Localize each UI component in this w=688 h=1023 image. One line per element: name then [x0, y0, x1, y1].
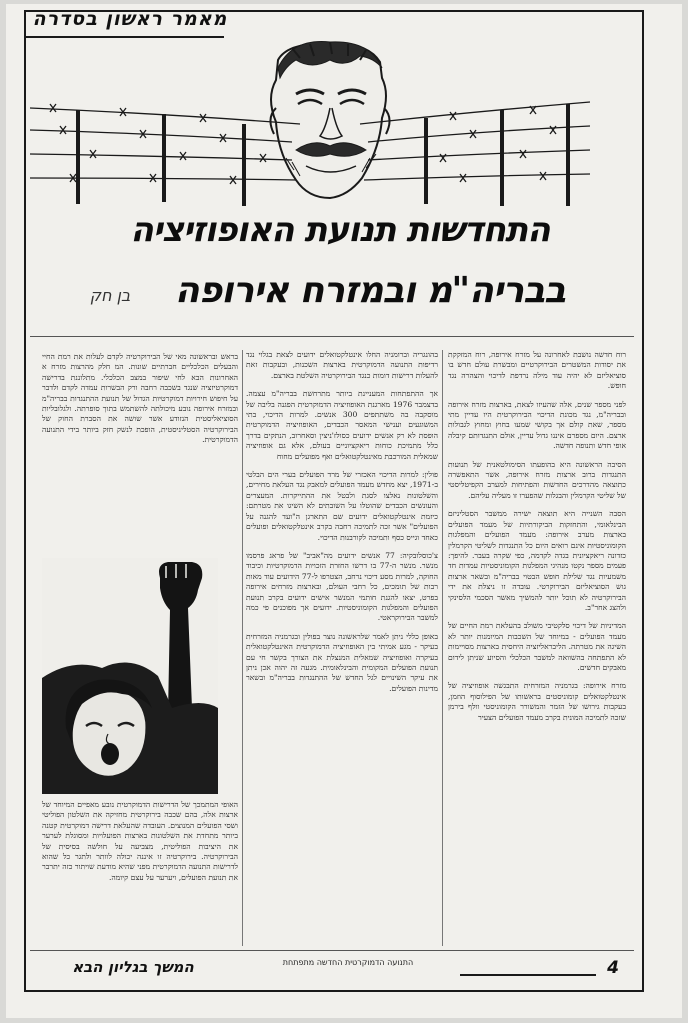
- footer-caption: התנועה הדמוקרטית החדשה מתפתחת: [282, 958, 414, 967]
- paragraph: אך ההתפתחות המעניינת ביותר מתרחשת בבריה"מ עצמה. בדצמבר 1976 מארגנת האופוזיציה הדמוקרטית הפגנה בליבה של מוסקבה בה משתתפים 300 אנשים. למרות הדיכוי, בתי המשוגעים וענישי המאסר הכבדים, האופוזיציה הדמוקרטית הופסת לא רק אנשים ידועים כסולז'ניצין וסאחרוב, הנתקים בדרך כלל מתמיכת כוחות ריאקציוניים בעולם, אלא גם אופוזיציה שמאלית המורכבת מאינטלקטואלים ואף מפועלים מחוח: [246, 389, 438, 461]
- paragraph: בהונגריה וברומניה החלו אינטלקטואלים ידועים לצאת בגלוי נגד רדיפות התנועה הדמוקרטית בארצות השכנות, ובעקבות זאת להעלות דרישות דומות כנגד הבירוקרטיה השלטת בארצם.: [246, 350, 438, 380]
- paragraph: רוח חדשה נושבת לאחרונה על מזרח אירופה, רוח המזקקת את יסודות המשטרים הבירוקרטיים ומבשרת עולם חדש בו סוציאליזם לא יהיה עוד מילה נרדפת לדיכוי והצהרה נגד חופש.: [448, 350, 626, 391]
- author-byline: בן חק: [89, 286, 131, 305]
- headline-line-2: בבריה"מ ובמזרח אירופה: [174, 270, 566, 311]
- raised-fist-photo: [42, 558, 218, 794]
- column-divider: [442, 350, 443, 946]
- section-title: מאמר ראשון בסדרה: [32, 8, 228, 30]
- paragraph: פולין: למרות הדיכוי האכזרי של מרד הפועלים בערי הים הבלטי ב-1971, יצא מחדש מעמד הפועלים למאבק נגד העלאת מחירים, והשלטונות נאלצו לסגת ולבטל את ההתייקרות. המעצרים והעונשים הכבדים שהוטלו על השובתים לא השיגו את מטרתם: כיזמת אינטלקטואלים ידועים שם התארגן ה"ועד להגנה על הפועלים" אשר זכה לתמיכה רחבה בקרב אינטלקטואלים ופועלים כאחד וגייס כסף ותמיכה לקורבנות הדיכוי.: [246, 470, 438, 542]
- caricature-illustration: [30, 38, 590, 208]
- paragraph: הסיבה הראשונה היא בהופעתו הסימולטאנית של תנועות התנגדות ברוב ארצות מזרח אירופה, אשר התאפשרה כתוצאה מהדרכים החדשות והפתיחות למערב הקפיטליסטי של שליטי הקרמלין והבגלות שהפערו זו מעליה עליהם.: [448, 459, 626, 500]
- continued-notice: המשך בגליון הבא: [72, 958, 194, 976]
- page-number: 4: [607, 958, 619, 978]
- headline-divider: [30, 336, 634, 337]
- paragraph: צ'כוסלובקיה: 77 אנשים ידועים מה"אביב" של פראג פרסמו מנשר. מנשר ה-77 בו דרשו החזרת הזכויות הדמוקרטיות וכיבוד החוקה, למרות מסע דיכוי נרחב, הצטרפו ל-77 הידועים עוד מאות רבות של תומכים, כל רחבי העולם, ובארצות מזרחים אירופה בפרט, יצאו להגנת חותמי המנשר אישים ידועים בקרב תנועת הפועלים והמפלגות הקומוניסטיות. ידועים אך מפוכנים פי כמה למשבר הבירוקראטי.: [246, 550, 439, 623]
- paragraph: לפני מספר שנים, אלה שהעיזו לצאת, בארצות מזרח אירופה ובבריה"מ, נגד מכונת הדיכוי הבירוקרטית היו עדיין מתי מספר, שאת קולם אך בקושי שמעו בחוץ ומחוץ לגבולות ארצם. היום מספרם איננו גדול עדיין, אולם התנגדותם קיבלה אופי חדש ותנופה חדשה.: [448, 399, 626, 451]
- footer-line: [460, 974, 596, 976]
- article-column-3: [42, 352, 238, 454]
- article-column-3-continued: [42, 800, 238, 891]
- article-column-1: [448, 350, 626, 731]
- paragraph: המדיניות של דיכוי סלקטיבי משולב בהעלאת רמת החיים של מעמד הפועלים - במיוחד של השכבות המיומנות יותר לא השיגה את מטרתה. הליבראליזציה היחסית בארצות מסויימות לא התפתחה בהשוואה למשבר הכלכלי והסיוע שניתן לידום מאבקים חדשים.: [448, 621, 626, 672]
- paragraph: האופי המתמכך של הדרישות הדמוקרטית נובע מאפיים המיוחד של ארצות אלה, בהם שכבה בירוקרטית מחזיקה את השלטון הפוליטי ושסי הפועלים המנוצים. העובדה שהעלאת דרישה דמוקרטית קטנה ביותר מתחדת את השלטונות בארצות הפועלויות ומסוגלת לערער את היציבות הפוליטית, מצביעה על חולשה בסיסית של הבירוקרטיה. בירוקרטיה זו איננה יכולה לוותר ולתגר כל שהוא לדרישות התנועה הדמוקרטית מפני שהיא מודעת שויתור כזה יתרבר את תנועת הפועלים, ויערער על עצם קיומה.: [42, 800, 238, 882]
- paragraph: הסבה השנייה היא תוצאה ישירה ממשבר הסטליניזם הבינלאומי, והתחזקות הביקורתיות של מעמד הפועלים בארצות מערב אירופה: מעמד הפועלים והמפלגות הקומוניסטיות אינם רואים היום כל התנגדות לשליטי הקרמלין כזדונה ריאקציונית בגדה לקדמה, כפי שקרה בעבר. להיפך: פעמים מספר נקטו מנהיגי המפלגות הקומוניסטיות עמדות חד משמעיות נגד שלילת חופש הבטוי בבריה"מ ובשאר ארצות גוש הסוציאליזם הבירוקרטי. עובדה זו ניצלת את ידי הבירוקרטיה לא תוכל יותר להמשיך מאשר הסכמי הלסינקי ולהצג אחר"ב.: [448, 509, 626, 612]
- headline-line-1: התחדשות תנועת האופוזיציה: [130, 210, 550, 250]
- column-divider: [242, 350, 243, 946]
- paragraph: בראש ובראשונה מאי של הבירוקרטיה לקדם לעלות את רמת החיי והבעלים הכלכליים חברתיים שונות. המ חלק מהרצות מזרח א האחרונות הבא לחי שיפור במצב הכלכלי. מתלוננת בדרישה דמוקרטיזציה שנגד בשכבה רחבה ורק הבשרות עמדה לקדם ולדבר על חיפוש חירויות דמוקרטיות הגדול של תנועת ההתנגדות בבריה"מ ובמזרח אירופה נובע מיכולתה להשתמש בתוך סופרתה. ולגלובליות הסוציאליסטית הנזודע אשר שושה את הסברת החוק של הבירוקרטיה הסטליניסטית, הופכת לנשק חזק ביותר בידי התנועה הדמוקרטית.: [42, 352, 238, 445]
- paragraph: מזרח אירופה: בגרמניה המזרחית התבגשה אופוזיציה של אינטלקטואלים קומוניסטים בראשותו של הפילוסוף הוזמן, בעקבות גירושו של הזמר והמשורר הקומוניסטי וולף בירמן שזכה לתמיכה המונית בקרב מעמד הפועלים הצעיר: [448, 681, 626, 722]
- article-column-2: [246, 350, 438, 702]
- paragraph: באופן כללי ניתן לאמר שלראשונה נוצר בפולין ובגרמניה המזרחית בעיקר - מגע אמיתי בין האופוזיציה הדמוקרטית האינטלקטואלית בעיקרה ואופוזיציה שמאלית המנצלת את הצורך בקשר חי עם תנועת הפועלים המקומית והבינלאומית. מגעה זה יהוה אכן ניתן את עיקר השינויים לגל החדש של ההתנגדות בבריה"מ ובשאר מדינות הפועלים.: [246, 631, 438, 693]
- footer-divider: [30, 950, 634, 951]
